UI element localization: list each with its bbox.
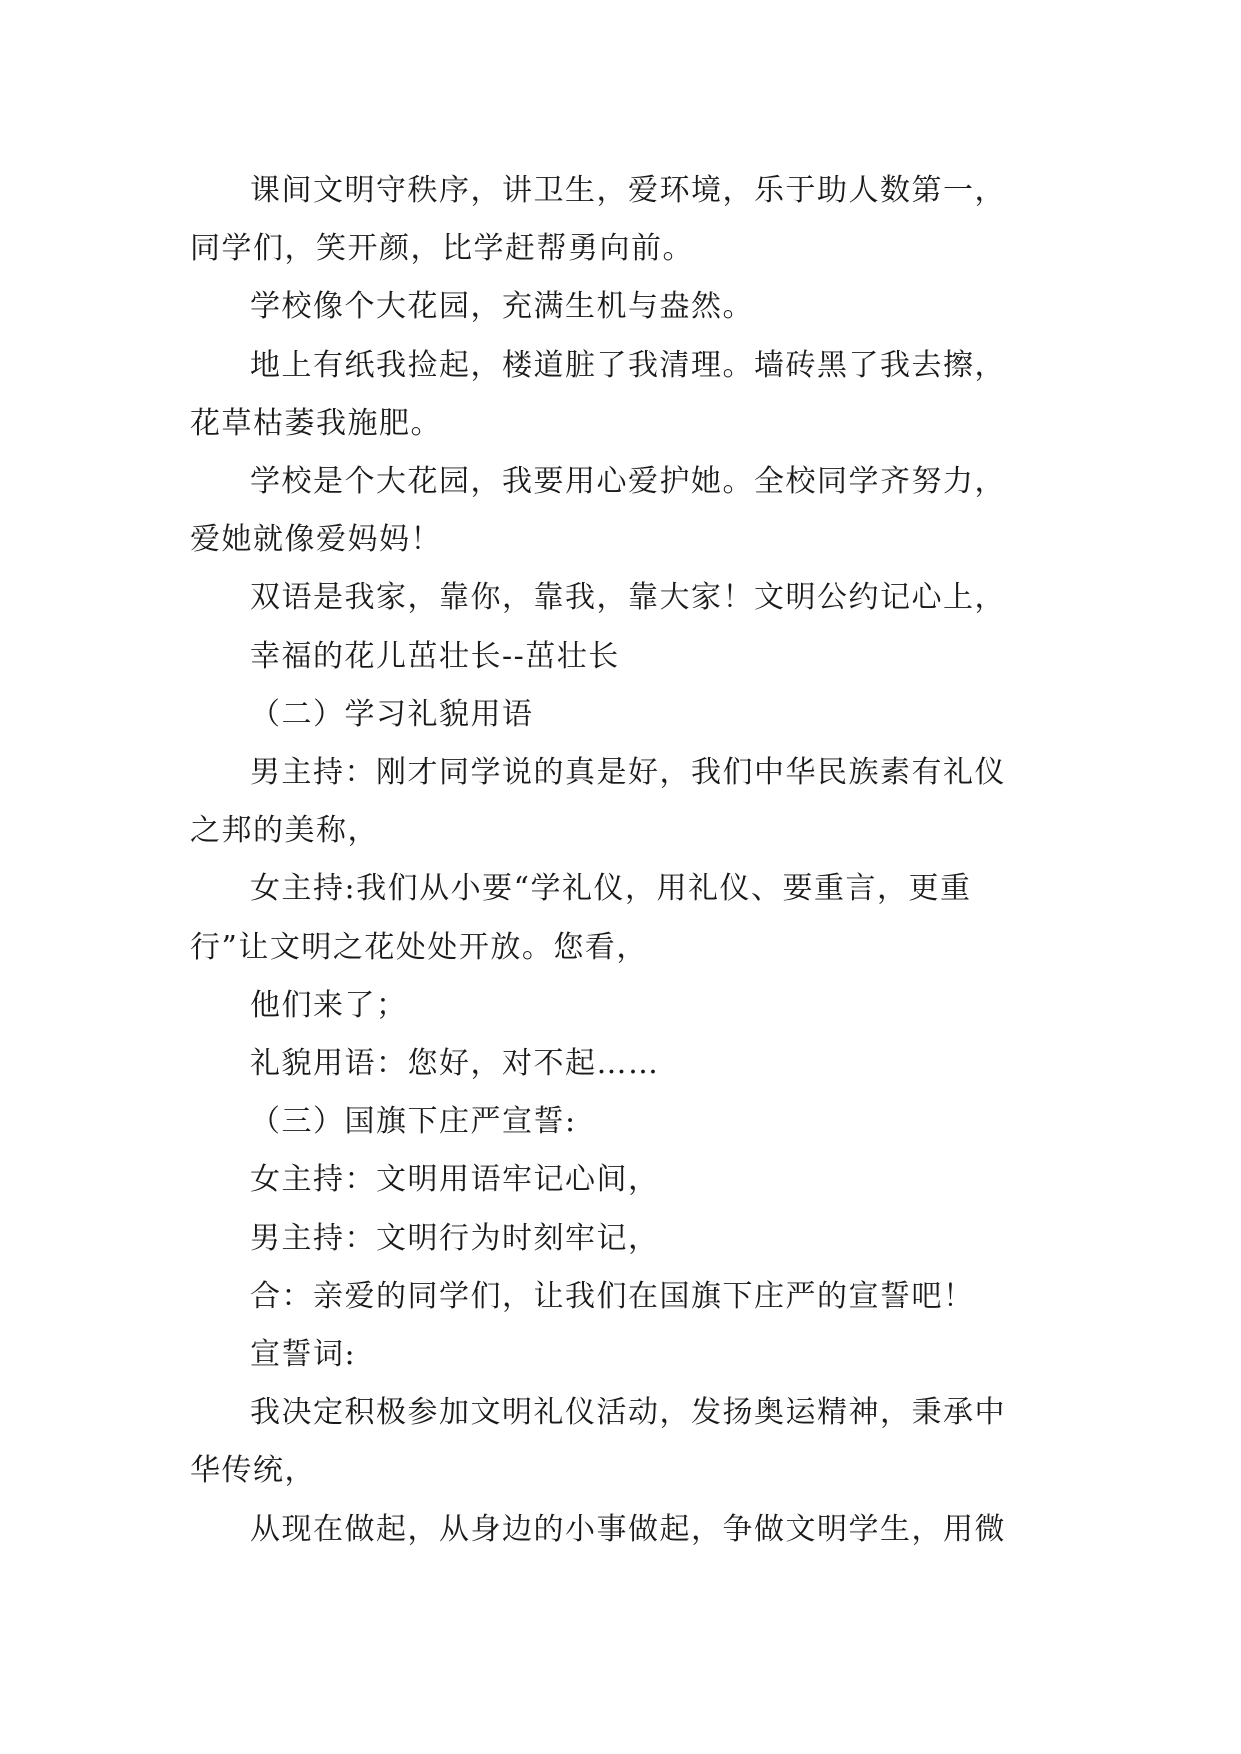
text-line: 双语是我家，靠你，靠我，靠大家！文明公约记心上， <box>250 580 1006 616</box>
section-heading: （二）学习礼貌用语 <box>250 696 534 732</box>
text-line: 学校是个大花园，我要用心爱护她。全校同学齐努力， <box>250 464 1006 500</box>
text-line: 我决定积极参加文明礼仪活动，发扬奥运精神，秉承中 <box>250 1395 1006 1431</box>
text-line: 学校像个大花园，充满生机与盎然。 <box>250 289 754 325</box>
text-line: 宣誓词: <box>250 1337 357 1373</box>
text-line: 女主持:我们从小要“学礼仪，用礼仪、要重言，更重 <box>250 871 972 907</box>
text-line: 课间文明守秩序，讲卫生，爱环境，乐于助人数第一， <box>250 173 1006 208</box>
text-line: 合：亲爱的同学们，让我们在国旗下庄严的宣誓吧！ <box>250 1278 975 1314</box>
text-line: 同学们，笑开颜，比学赶帮勇向前。 <box>190 231 694 267</box>
text-line: 地上有纸我捡起，楼道脏了我清理。墙砖黑了我去擦， <box>250 347 1006 383</box>
text-line: 他们来了； <box>250 987 408 1023</box>
text-line: 从现在做起，从身边的小事做起，争做文明学生，用微 <box>250 1511 1006 1547</box>
section-heading: （三）国旗下庄严宣誓: <box>250 1104 577 1140</box>
text-line: 行”让文明之花处处开放。您看， <box>190 929 648 965</box>
text-line: 女主持：文明用语牢记心间， <box>250 1162 660 1198</box>
text-line: 男主持：刚才同学说的真是好，我们中华民族素有礼仪 <box>250 755 1006 791</box>
text-line: 华传统， <box>190 1453 316 1489</box>
text-line: 花草枯萎我施肥。 <box>190 405 442 441</box>
document-body <box>190 162 1060 1559</box>
text-line: 之邦的美称， <box>190 813 379 849</box>
text-line: 男主持：文明行为时刻牢记， <box>250 1220 660 1256</box>
text-line: 幸福的花儿茁壮长--茁壮长 <box>250 638 620 674</box>
text-line: 礼貌用语：您好，对不起…… <box>250 1046 660 1082</box>
text-line: 爱她就像爱妈妈！ <box>190 522 442 558</box>
